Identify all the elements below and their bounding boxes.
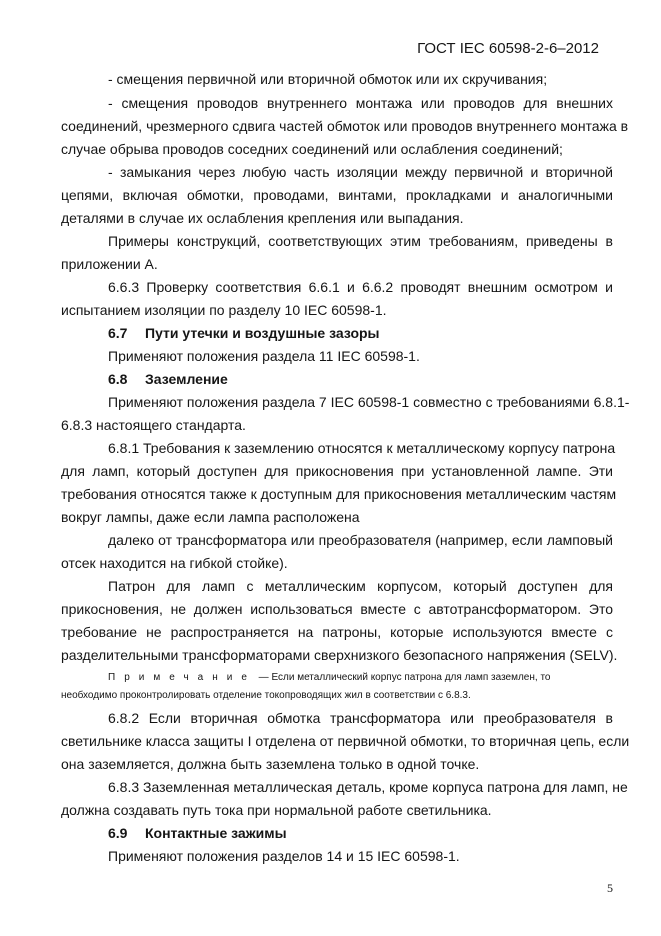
paragraph-line: она заземляется, должна быть заземлена только в одной точке. bbox=[61, 756, 480, 772]
paragraph-line: прикосновения, не должен использоваться вместе с автотрансформатором. Это bbox=[61, 601, 613, 617]
paragraph-line: Применяют положения разделов 14 и 15 IEC 60598-1. bbox=[108, 848, 460, 864]
paragraph-line: требования относятся также к доступным для прикосновения металлическим частям bbox=[61, 486, 617, 502]
standard-code-header: ГОСТ IEC 60598-2-6–2012 bbox=[417, 40, 599, 57]
list-item: - смещения проводов внутреннего монтажа или проводов для внешних bbox=[108, 95, 613, 111]
paragraph-line: Примеры конструкций, соответствующих этим требованиям, приведены в bbox=[108, 233, 613, 249]
note-label: Примечание bbox=[108, 672, 256, 683]
paragraph-line: цепями, включая обмотки, проводами, винтами, прокладками и аналогичными bbox=[61, 187, 613, 203]
list-item: - замыкания через любую часть изоляции между первичной и вторичной bbox=[108, 164, 613, 180]
section-title: Заземление bbox=[145, 371, 228, 387]
paragraph-line: отсек находится на гибкой стойке). bbox=[61, 555, 288, 571]
paragraph-line: деталями в случае их ослабления крепления или выпадания. bbox=[61, 210, 464, 226]
note-text: — Если металлический корпус патрона для ламп заземлен, то bbox=[255, 672, 551, 683]
paragraph-line: 6.8.2 Если вторичная обмотка трансформатора или преобразователя в bbox=[108, 710, 613, 726]
list-item: - смещения первичной или вторичной обмоток или их скручивания; bbox=[108, 71, 548, 87]
note-line bbox=[108, 670, 613, 686]
section-number: 6.8 bbox=[108, 371, 128, 387]
note-line: необходимо проконтролировать отделение токопроводящих жил в соответствии с 6.8.3. bbox=[61, 690, 471, 701]
paragraph-line: 6.8.3 Заземленная металлическая деталь, кроме корпуса патрона для ламп, не bbox=[108, 779, 628, 795]
paragraph-line: для ламп, который доступен для прикосновения при установленной лампе. Эти bbox=[61, 463, 613, 479]
section-title: Пути утечки и воздушные зазоры bbox=[145, 325, 380, 341]
paragraph-line: Патрон для ламп с металлическим корпусом, который доступен для bbox=[108, 578, 613, 594]
paragraph-line: светильнике класса защиты I отделена от первичной обмотки, то вторичная цепь, если bbox=[61, 733, 630, 749]
paragraph-line: должна создавать путь тока при нормальной работе светильника. bbox=[61, 802, 492, 818]
paragraph-line: соединений, чрезмерного сдвига частей обмоток или проводов внутреннего монтажа в bbox=[61, 118, 629, 134]
paragraph-line: 6.8.3 настоящего стандарта. bbox=[61, 417, 246, 433]
section-number: 6.9 bbox=[108, 825, 128, 841]
paragraph-line: Применяют положения раздела 11 IEC 60598-1. bbox=[108, 348, 420, 364]
paragraph-line: далеко от трансформатора или преобразователя (например, если ламповый bbox=[108, 532, 613, 548]
paragraph-line: вокруг лампы, даже если лампа расположена bbox=[61, 509, 360, 525]
page-number: 5 bbox=[607, 881, 613, 895]
paragraph-line: испытанием изоляции по разделу 10 IEC 60598-1. bbox=[61, 302, 387, 318]
section-heading-6-9 bbox=[108, 825, 613, 841]
paragraph-line: разделительными трансформаторами сверхнизкого безопасного напряжения (SELV). bbox=[61, 647, 618, 663]
paragraph-line: требование не распространяется на патроны, которые используются вместе с bbox=[61, 624, 613, 640]
paragraph-line: Применяют положения раздела 7 IEC 60598-1 совместно с требованиями 6.8.1- bbox=[108, 394, 630, 410]
paragraph-line: случае обрыва проводов соседних соединений или ослабления соединений; bbox=[61, 141, 563, 157]
section-title: Контактные зажимы bbox=[145, 825, 287, 841]
paragraph-line: 6.6.3 Проверку соответствия 6.6.1 и 6.6.2 проводят внешним осмотром и bbox=[108, 279, 613, 295]
section-heading-6-7 bbox=[108, 325, 613, 341]
paragraph-line: 6.8.1 Требования к заземлению относятся к металлическому корпусу патрона bbox=[108, 440, 616, 456]
paragraph-line: приложении А. bbox=[61, 256, 158, 272]
section-heading-6-8 bbox=[108, 371, 613, 387]
section-number: 6.7 bbox=[108, 325, 128, 341]
